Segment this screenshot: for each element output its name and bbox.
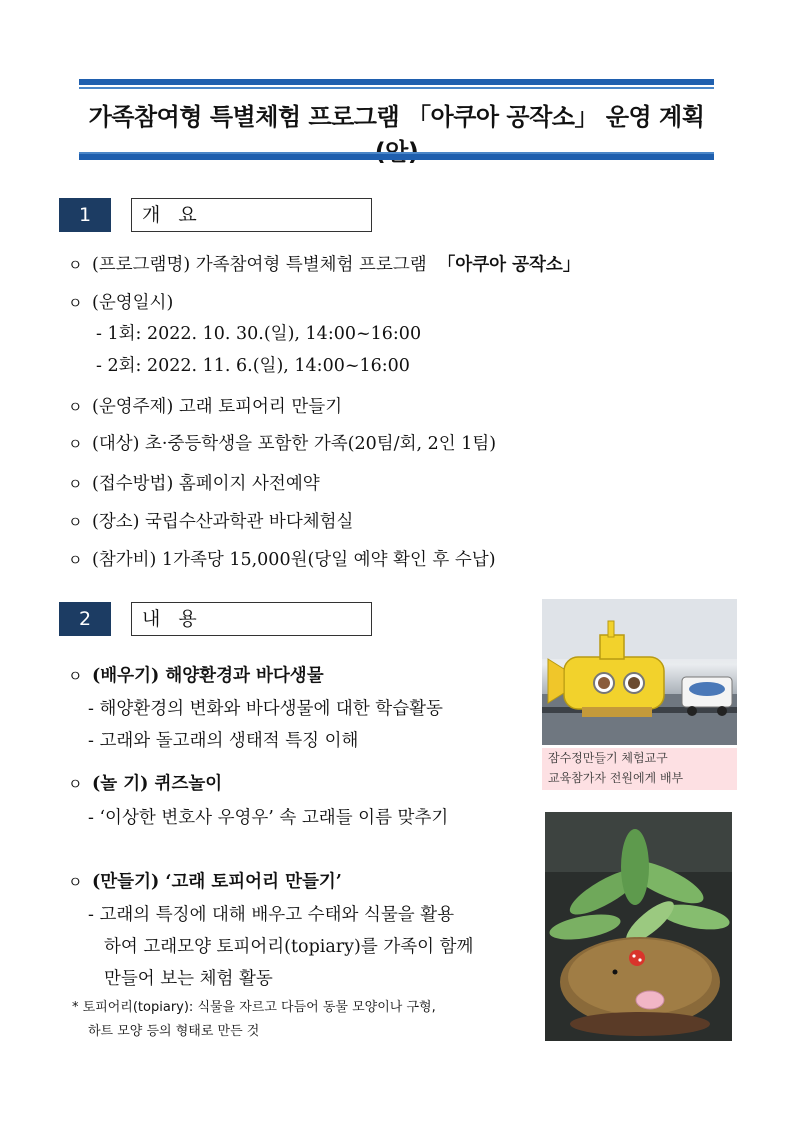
bullet-icon: ㅇ <box>68 667 83 685</box>
submarine-craft-photo <box>542 599 737 745</box>
section-1-number: 1 <box>59 198 111 232</box>
bullet-icon: ㅇ <box>68 256 83 274</box>
schedule-session-1: - 1회: 2022. 10. 30.(일), 14:00~16:00 <box>96 324 422 344</box>
topiary-image <box>545 812 732 1041</box>
bullet-icon: ㅇ <box>68 775 83 793</box>
play-item-1: - ‘이상한 변호사 우영우’ 속 고래들 이름 맞추기 <box>88 808 449 828</box>
program-name: 「아쿠아 공작소」 <box>437 255 581 275</box>
place-item: ㅇ (장소) 국립수산과학관 바다체험실 <box>68 512 354 532</box>
make-line-2: 하여 고래모양 토피어리(topiary)를 가족이 함께 <box>104 937 474 957</box>
submarine-craft-image <box>542 599 737 745</box>
bullet-icon: ㅇ <box>68 873 83 891</box>
title-top-bar <box>79 79 714 89</box>
footnote-line-2: 하트 모양 등의 형태로 만든 것 <box>88 1024 260 1039</box>
bullet-icon: ㅇ <box>68 513 83 531</box>
learn-item-2: - 고래와 돌고래의 생태적 특징 이해 <box>88 731 359 751</box>
bullet-icon: ㅇ <box>68 294 83 312</box>
whale-topiary-photo <box>545 812 732 1041</box>
document-title: 가족참여형 특별체험 프로그램 「아쿠아 공작소」 운영 계획 <box>88 103 705 131</box>
bullet-icon: ㅇ <box>68 398 83 416</box>
title-bottom-bar <box>79 150 714 160</box>
photo-caption: 잠수정만들기 체험교구 교육참가자 전원에게 배부 <box>542 748 737 790</box>
make-title: ㅇ (만들기) ‘고래 토피어리 만들기’ <box>68 872 342 892</box>
registration-item: ㅇ (접수방법) 홈페이지 사전예약 <box>68 474 320 494</box>
section-2-number: 2 <box>59 602 111 636</box>
learn-item-1: - 해양환경의 변화와 바다생물에 대한 학습활동 <box>88 699 443 719</box>
program-name-item: ㅇ (프로그램명) 가족참여형 특별체험 프로그램 「아쿠아 공작소」 <box>68 255 581 275</box>
bullet-icon: ㅇ <box>68 435 83 453</box>
make-line-3: 만들어 보는 체험 활동 <box>104 969 273 989</box>
schedule-session-2: - 2회: 2022. 11. 6.(일), 14:00~16:00 <box>96 356 410 376</box>
section-2-heading: 내 용 <box>131 602 372 636</box>
footnote-line-1: * 토피어리(topiary): 식물을 자르고 다듬어 동물 모양이나 구형, <box>72 1000 436 1015</box>
bullet-icon: ㅇ <box>68 475 83 493</box>
bullet-icon: ㅇ <box>68 551 83 569</box>
target-item: ㅇ (대상) 초·중등학생을 포함한 가족(20팀/회, 2인 1팀) <box>68 434 497 454</box>
schedule-item: ㅇ (운영일시) <box>68 293 174 313</box>
fee-item: ㅇ (참가비) 1가족당 15,000원(당일 예약 확인 후 수납) <box>68 550 496 570</box>
learn-title: ㅇ (배우기) 해양환경과 바다생물 <box>68 666 324 686</box>
section-1-heading: 개 요 <box>131 198 372 232</box>
play-title: ㅇ (놀 기) 퀴즈놀이 <box>68 774 223 794</box>
make-line-1: - 고래의 특징에 대해 배우고 수태와 식물을 활용 <box>88 905 455 925</box>
theme-item: ㅇ (운영주제) 고래 토피어리 만들기 <box>68 397 343 417</box>
